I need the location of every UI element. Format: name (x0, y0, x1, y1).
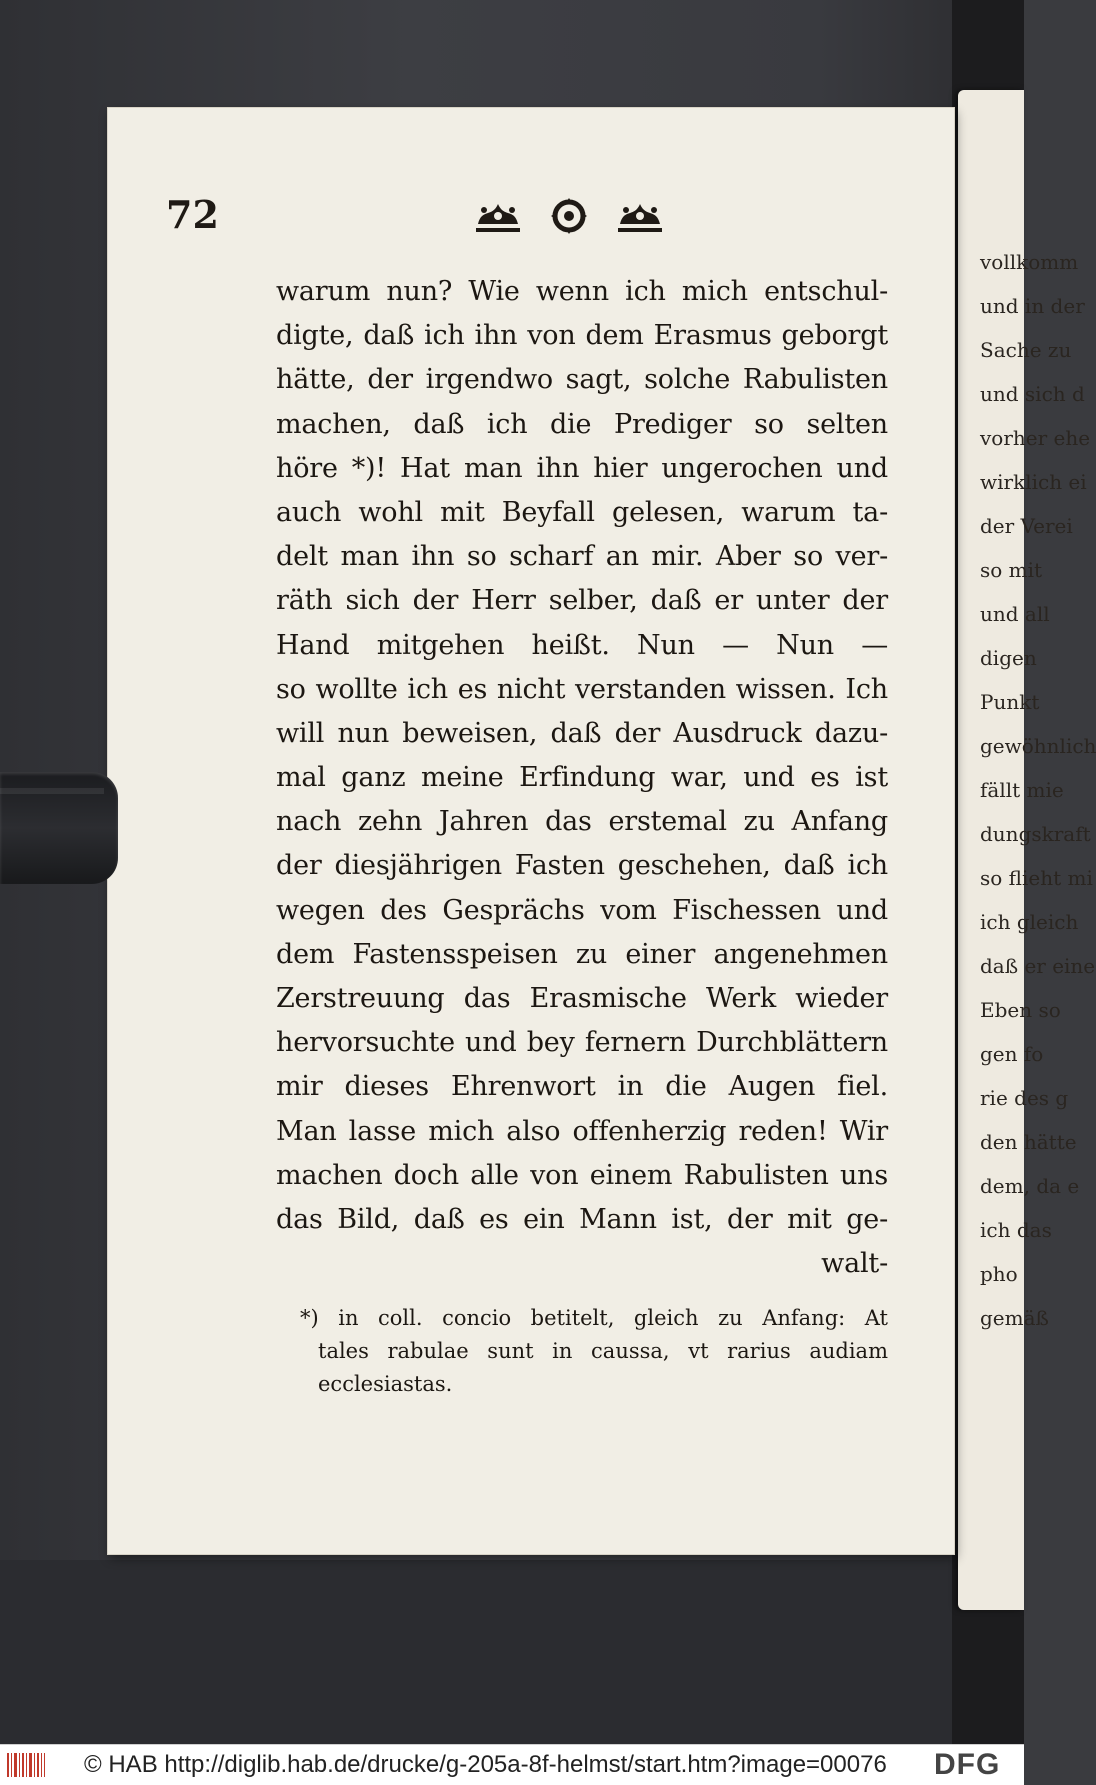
footnote (300, 1302, 888, 1401)
source-url[interactable]: © HAB http://diglib.hab.de/drucke/g-205a-8f-helmst/start.htm?image=00076 (84, 1751, 887, 1778)
footnote-line: ecclesiastas. (318, 1372, 453, 1396)
footnote-line: *) in coll. concio betitelt, gleich zu Anfang: At (300, 1306, 888, 1330)
text-line: das Bild, daß es ein Mann ist, der mit ge- (276, 1203, 888, 1235)
text-line: will nun beweisen, daß der Ausdruck dazu- (276, 717, 888, 749)
next-page-line: pho (980, 1262, 1018, 1286)
next-page-line: ich gleich (980, 910, 1079, 934)
next-page-line: gemäß (980, 1306, 1049, 1330)
next-page-line: und in der (980, 294, 1085, 318)
body-text (276, 270, 888, 1286)
viewer-footer (0, 1744, 1024, 1785)
text-line: machen, daß ich die Prediger so selten (276, 408, 888, 440)
text-line: so wollte ich es nicht verstanden wissen. Ich (276, 673, 888, 705)
next-page-line: dungskraft (980, 822, 1091, 846)
text-line: nach zehn Jahren das erstemal zu Anfang (276, 806, 888, 838)
text-line: Man lasse mich also offenherzig reden! Wir (276, 1115, 888, 1147)
next-page-line: und all (980, 602, 1050, 626)
next-page-line: digen (980, 646, 1037, 670)
rosette-ornament-icon (545, 196, 593, 236)
footnote-line: tales rabulae sunt in caussa, vt rarius audiam (318, 1339, 888, 1363)
page-clamp (0, 772, 118, 884)
next-page-line: gen fo (980, 1042, 1044, 1066)
header-ornaments (472, 196, 712, 236)
next-page-line: Eben so (980, 998, 1061, 1022)
next-page-line: vorher ehe (980, 426, 1091, 450)
catchword: walt- (821, 1248, 888, 1280)
text-line: digte, daß ich ihn von dem Erasmus geborgt (276, 320, 888, 352)
text-line: hervorsuchte und bey fernern Durchblättern (276, 1027, 888, 1059)
next-page-line: so mit (980, 558, 1043, 582)
text-line: mir dieses Ehrenwort in die Augen fiel. (276, 1071, 888, 1103)
next-page-line: vollkomm (980, 250, 1079, 274)
next-page-line: wirklich ei (980, 470, 1087, 494)
page-header (166, 192, 886, 242)
text-line: delt man ihn so scharf an mir. Aber so ver- (276, 541, 888, 573)
text-line: wegen des Gesprächs vom Fischessen und (276, 894, 888, 926)
next-page-edge (958, 90, 1096, 1610)
next-page-line: fällt mie (980, 778, 1064, 802)
next-page-line: ich das (980, 1218, 1052, 1242)
dfg-logo: DFG (934, 1748, 1001, 1781)
crown-ornament-icon (614, 198, 666, 234)
next-page-line: gewöhnlich (980, 734, 1096, 758)
text-line: machen doch alle von einem Rabulisten uns (276, 1159, 888, 1191)
text-line: höre *)! Hat man ihn hier ungerochen und (276, 452, 888, 484)
next-page-line: den hätte (980, 1130, 1077, 1154)
text-line: Zerstreuung das Erasmische Werk wieder (276, 983, 888, 1014)
text-line: mal ganz meine Erfindung war, und es ist (276, 762, 888, 794)
next-page-line: der Verei (980, 514, 1073, 538)
barcode-logo-icon (6, 1751, 46, 1779)
next-page-line: Sache zu (980, 338, 1072, 362)
next-page-line: und sich d (980, 382, 1085, 406)
text-line: auch wohl mit Beyfall gelesen, warum ta- (276, 496, 888, 528)
text-line: dem Fastensspeisen zu einer angenehmen (276, 938, 888, 970)
next-page-line: so flieht mi (980, 866, 1093, 890)
page-number: 72 (166, 192, 219, 237)
text-line: warum nun? Wie wenn ich mich entschul- (276, 276, 888, 307)
crown-ornament-icon (472, 198, 524, 234)
text-line: der diesjährigen Fasten geschehen, daß ich (276, 850, 888, 882)
next-page-line: daß er eine (980, 954, 1096, 978)
next-page-line: rie des g (980, 1086, 1069, 1110)
scanner-background-bottom (0, 1560, 1024, 1744)
text-line: hätte, der irgendwo sagt, solche Rabulisten (276, 364, 888, 396)
text-line: Hand mitgehen heißt. Nun — Nun — (276, 629, 888, 661)
text-line: räth sich der Herr selber, daß er unter der (276, 585, 888, 617)
next-page-line: dem, da e (980, 1174, 1080, 1198)
next-page-line: Punkt (980, 690, 1040, 714)
